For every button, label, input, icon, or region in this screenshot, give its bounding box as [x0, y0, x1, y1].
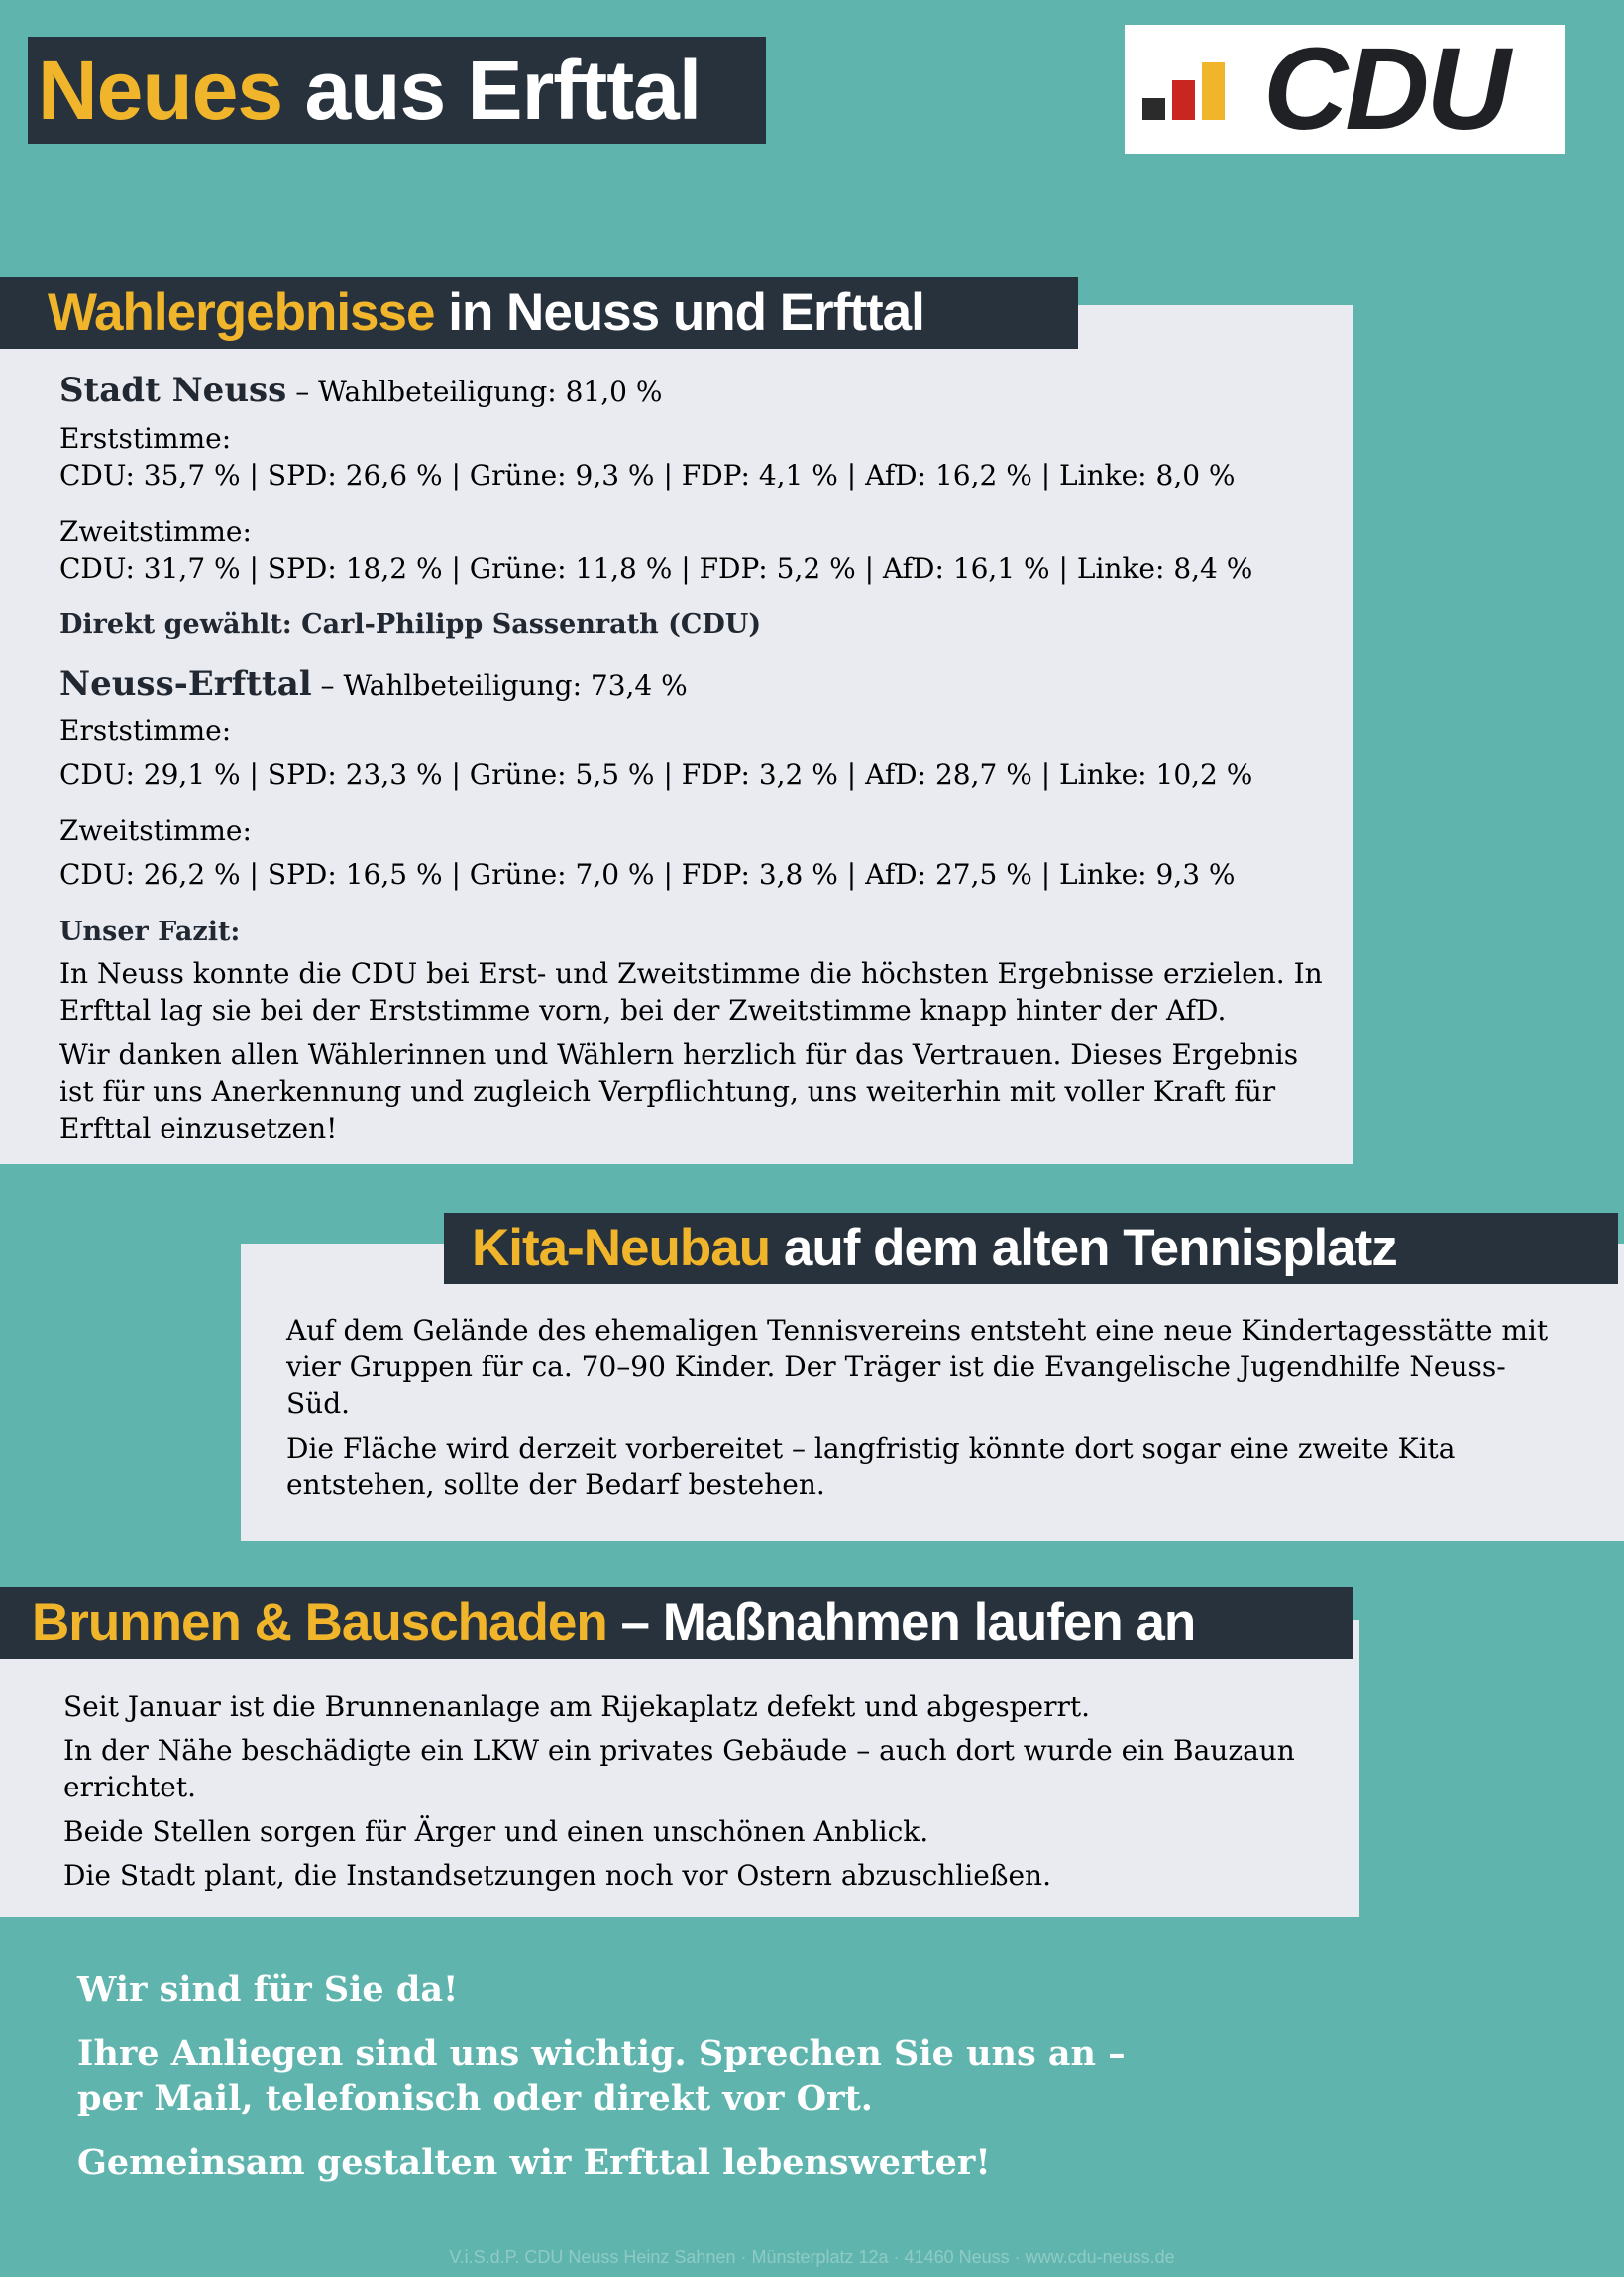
direkt-gewaehlt: Direkt gewählt: Carl-Philipp Sassenrath (CDU): [59, 609, 762, 640]
fazit-line: Erfttal lag sie bei der Erststimme vorn, bei der Zweitstimme knapp hinter der AfD.: [59, 994, 1227, 1027]
stadt-neuss-line: [59, 373, 662, 410]
closing-line-1: Wir sind für Sie da!: [77, 1969, 459, 2009]
erfttal-beteiligung: – Wahlbeteiligung: 73,4 %: [320, 669, 688, 702]
kita-heading-rest: auf dem alten Tennisplatz: [770, 1219, 1397, 1277]
cdu-logo: [1125, 25, 1565, 154]
kita-line: Süd.: [286, 1387, 351, 1420]
fazit-line: Wir danken allen Wählerinnen und Wählern herzlich für das Vertrauen. Dieses Ergebnis: [59, 1038, 1299, 1071]
kita-line: vier Gruppen für ca. 70–90 Kinder. Der Träger ist die Evangelische Jugendhilfe Neuss-: [286, 1351, 1506, 1383]
stadt-zweit-label: Zweitstimme:: [59, 515, 252, 548]
stadt-neuss-beteiligung: – Wahlbeteiligung: 81,0 %: [295, 376, 663, 408]
fazit-line: Erfttal einzusetzen!: [59, 1112, 338, 1144]
erfttal-erst-label: Erststimme:: [59, 714, 232, 747]
fazit-label: Unser Fazit:: [59, 917, 241, 947]
brunnen-heading-rest: – Maßnahmen laufen an: [606, 1593, 1196, 1652]
erfttal-zweit-label: Zweitstimme:: [59, 814, 252, 847]
brunnen-line: In der Nähe beschädigte ein LKW ein privates Gebäude – auch dort wurde ein Bauzaun: [63, 1734, 1295, 1767]
stadt-zweit-values: CDU: 31,7 % | SPD: 18,2 % | Grüne: 11,8 % | FDP: 5,2 % | AfD: 16,1 % | Linke: 8,4 %: [59, 552, 1253, 585]
closing-line-2: Ihre Anliegen sind uns wichtig. Sprechen Sie uns an –: [77, 2033, 1126, 2074]
logo-bars-icon: [1142, 25, 1261, 154]
kita-line: Die Fläche wird derzeit vorbereitet – langfristig könnte dort sogar eine zweite Kita: [286, 1432, 1456, 1464]
page-title-accent: Neues: [38, 44, 283, 137]
brunnen-heading: [0, 1587, 1353, 1659]
logo-bar-dark: [1142, 98, 1165, 120]
page-title: [28, 37, 766, 144]
erfttal-erst-values: CDU: 29,1 % | SPD: 23,3 % | Grüne: 5,5 % | FDP: 3,2 % | AfD: 28,7 % | Linke: 10,2 %: [59, 758, 1253, 791]
stadt-erst-values: CDU: 35,7 % | SPD: 26,6 % | Grüne: 9,3 % | FDP: 4,1 % | AfD: 16,2 % | Linke: 8,0 %: [59, 459, 1236, 491]
erfttal-line: [59, 666, 688, 704]
wahl-heading-rest: in Neuss und Erfttal: [434, 283, 924, 342]
logo-text: CDU: [1263, 24, 1508, 155]
brunnen-line: Seit Januar ist die Brunnenanlage am Rijekaplatz defekt und abgesperrt.: [63, 1690, 1090, 1723]
brunnen-line: errichtet.: [63, 1771, 196, 1803]
fazit-line: In Neuss konnte die CDU bei Erst- und Zweitstimme die höchsten Ergebnisse erzielen. In: [59, 957, 1323, 990]
kita-line: Auf dem Gelände des ehemaligen Tennisvereins entsteht eine neue Kindertagesstätte mit: [286, 1314, 1549, 1347]
kita-heading-accent: Kita-Neubau: [472, 1219, 771, 1277]
footer-imprint: V.i.S.d.P. CDU Neuss Heinz Sahnen · Münsterplatz 12a · 41460 Neuss · www.cdu-neuss.de: [449, 2247, 1175, 2267]
logo-bar-red: [1172, 80, 1195, 120]
closing-line-3: per Mail, telefonisch oder direkt vor Ort.: [77, 2078, 873, 2118]
closing-line-4: Gemeinsam gestalten wir Erfttal lebenswerter!: [77, 2142, 991, 2183]
kita-line: entstehen, sollte der Bedarf bestehen.: [286, 1468, 825, 1501]
kita-heading: [444, 1213, 1618, 1284]
brunnen-heading-accent: Brunnen & Bauschaden: [32, 1593, 607, 1652]
erfttal-name: Neuss-Erfttal: [59, 664, 312, 704]
wahl-heading-accent: Wahlergebnisse: [48, 283, 435, 342]
stadt-erst-label: Erststimme:: [59, 422, 232, 455]
stadt-neuss-name: Stadt Neuss: [59, 371, 287, 410]
logo-bar-gold: [1202, 62, 1225, 120]
brunnen-line: Beide Stellen sorgen für Ärger und einen unschönen Anblick.: [63, 1815, 929, 1848]
erfttal-zweit-values: CDU: 26,2 % | SPD: 16,5 % | Grüne: 7,0 % | FDP: 3,8 % | AfD: 27,5 % | Linke: 9,3 %: [59, 858, 1236, 891]
page-title-rest: aus Erfttal: [282, 44, 702, 137]
brunnen-line: Die Stadt plant, die Instandsetzungen noch vor Ostern abzuschließen.: [63, 1859, 1051, 1892]
wahl-heading: [0, 277, 1078, 349]
fazit-line: ist für uns Anerkennung und zugleich Verpflichtung, uns weiterhin mit voller Kraft für: [59, 1075, 1276, 1108]
